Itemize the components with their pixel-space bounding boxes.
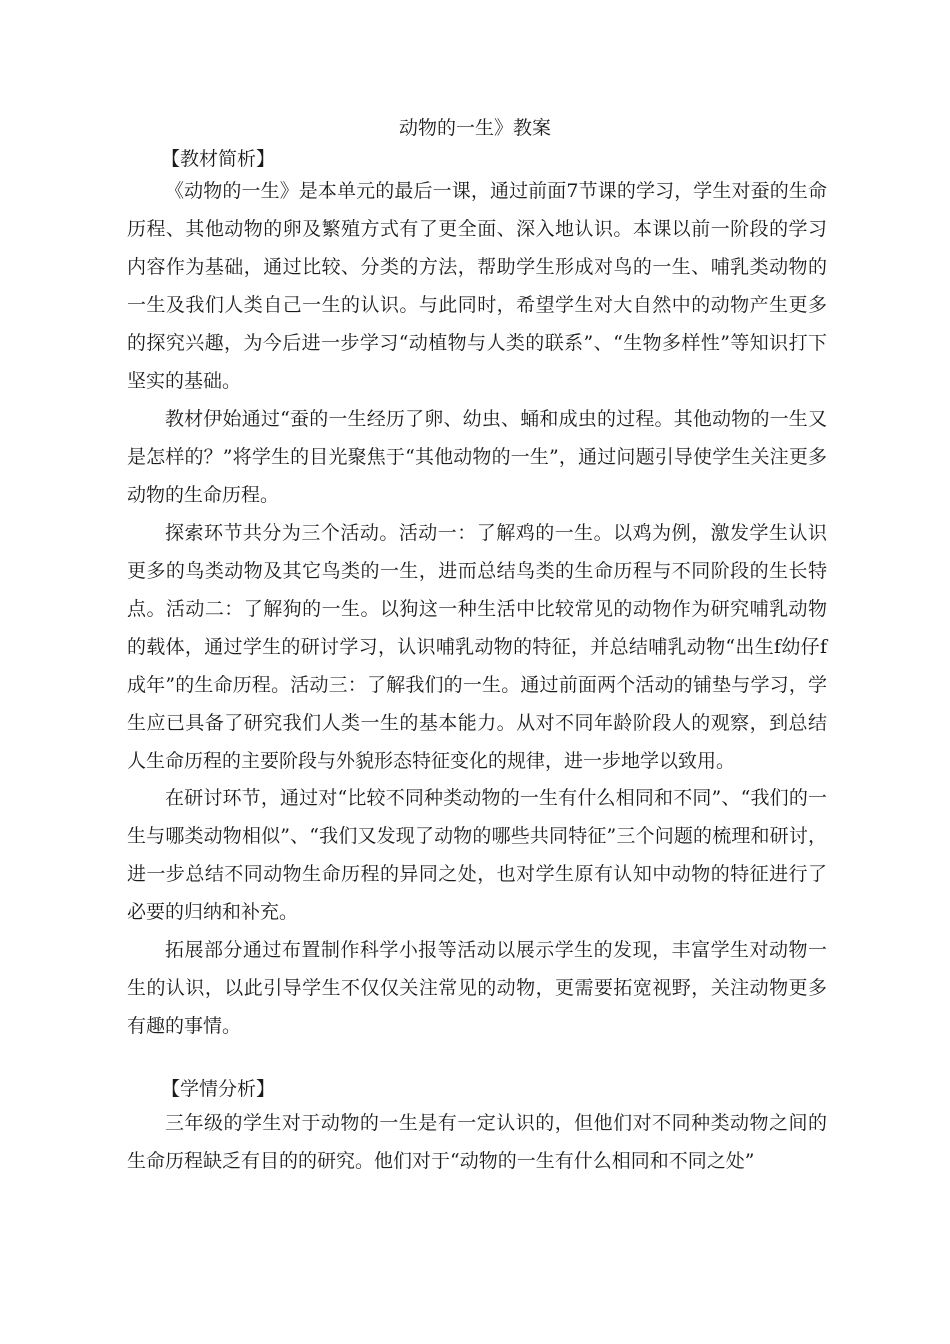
paragraph-overview: 《动物的一生》是本单元的最后一课，通过前面7节课的学习，学生对蚕的生命历程、其他动物的卵及繁殖方式有了更全面、深入地认识。本课以前一阶段的学习内容作为基础，通过比较、分类的方法，帮助学生形成对鸟的一生、哺乳类动物的一生及我们人类自己一生的认识。与此同时，希望学生对大自然中的动物产生更多的探究兴趣，为今后进一步学习“动植物与人类的联系”、“生物多样性”等知识打下坚实的基础。	[127, 180, 827, 392]
section-heading-textbook-analysis: 【教材简析】	[161, 148, 276, 170]
paragraph-discussion: 在研讨环节，通过对“比较不同种类动物的一生有什么相同和不同”、“我们的一生与哪类动物相似”、“我们又发现了动物的哪些共同特征”三个问题的梳理和研讨，进一步总结不同动物生命历程的异同之处，也对学生原有认知中动物的特征进行了必要的归纳和补充。	[127, 787, 827, 923]
section-heading-learner-analysis: 【学情分析】	[161, 1078, 276, 1100]
paragraph-extension: 拓展部分通过布置制作科学小报等活动以展示学生的发现，丰富学生对动物一生的认识，以此引导学生不仅仅关注常见的动物，更需要拓宽视野，关注动物更多有趣的事情。	[127, 939, 827, 1037]
document-title: 动物的一生》教案	[398, 117, 551, 139]
paragraph-introduction: 教材伊始通过“蚕的一生经历了卵、幼虫、蛹和成虫的过程。其他动物的一生又是怎样的？”将学生的目光聚焦于“其他动物的一生”，通过问题引导使学生关注更多动物的生命历程。	[127, 408, 827, 506]
paragraph-exploration: 探索环节共分为三个活动。活动一：了解鸡的一生。以鸡为例，激发学生认识更多的鸟类动物及其它鸟类的一生，进而总结鸟类的生命历程与不同阶段的生长特点。活动二：了解狗的一生。以狗这一种生活中比较常见的动物作为研究哺乳动物的载体，通过学生的研讨学习，认识哺乳动物的特征，并总结哺乳动物“出生f幼仔f成年”的生命历程。活动三：了解我们的一生。通过前面两个活动的铺垫与学习，学生应已具备了研究我们人类一生的基本能力。从对不同年龄阶段人的观察，到总结人生命历程的主要阶段与外貌形态特征变化的规律，进一步地学以致用。	[127, 522, 827, 772]
paragraph-learner-analysis: 三年级的学生对于动物的一生是有一定认识的，但他们对不同种类动物之间的生命历程缺乏有目的的研究。他们对于“动物的一生有什么相同和不同之处”	[127, 1112, 827, 1172]
